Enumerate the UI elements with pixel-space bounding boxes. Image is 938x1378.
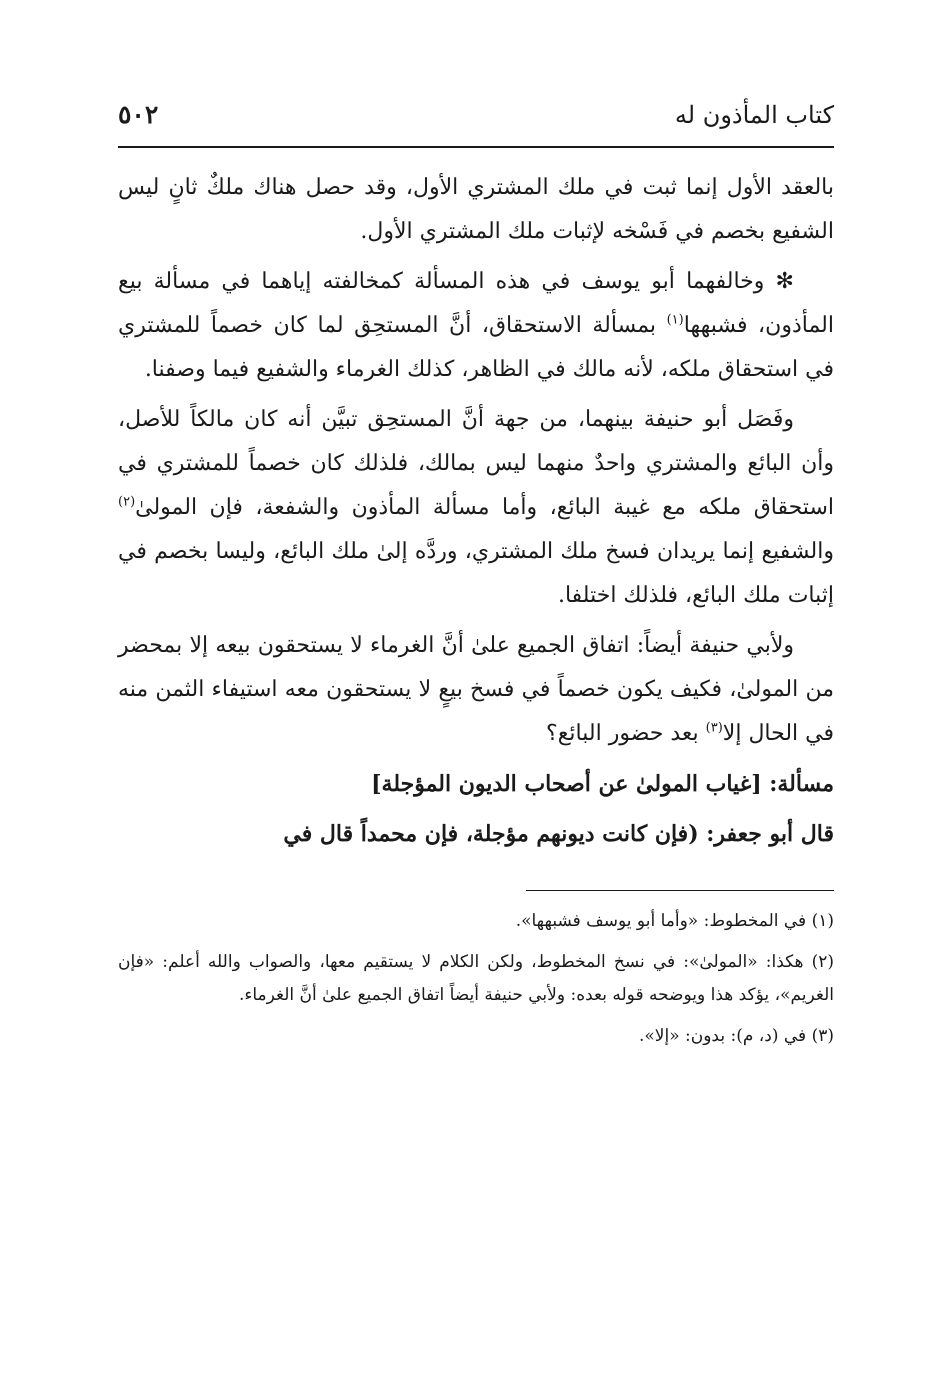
paragraph-3-part-a: وفَصَل أبو حنيفة بينهما، من جهة أنَّ المستحِق تبيَّن أنه كان مالكاً للأصل، وأن البائع والمشتري واحدٌ منهما ليس بمالك، فلذلك كان خصماً للمشتري في استحقاق ملكه مع غيبة البائع، وأما مسألة المأذون والشفعة، فإن المولىٰ <box>118 407 834 520</box>
footnotes <box>118 905 834 1053</box>
book-title: كتاب المأذون له <box>674 101 834 129</box>
paragraph-4-part-b: بعد حضور البائع؟ <box>546 721 706 746</box>
main-text <box>118 166 834 856</box>
paragraph-4 <box>118 624 834 756</box>
footnote-marker-1[interactable]: (١) <box>666 312 684 328</box>
book-page <box>118 100 834 1061</box>
paragraph-3 <box>118 398 834 618</box>
footnote-1: (١) في المخطوط: «وأما أبو يوسف فشبهها». <box>515 911 834 931</box>
footnote-2: (٢) هكذا: «المولىٰ»: في نسخ المخطوط، ولكن الكلام لا يستقيم معها، والصواب والله أعلم: «فإن الغريم»، يؤكد هذا ويوضحه قوله بعده: ولأبي حنيفة أيضاً اتفاق الجميع علىٰ أنَّ الغرماء. <box>118 952 834 1005</box>
paragraph-2 <box>118 260 834 392</box>
paragraph-2-part-b: بمسألة الاستحقاق، أنَّ المستحِق لما كان خصماً للمشتري في استحقاق ملكه، لأنه مالك في الظاهر، كذلك الغرماء والشفيع فيما وصفنا. <box>118 313 834 382</box>
section-heading: مسألة: [غياب المولىٰ عن أصحاب الديون المؤجلة] <box>371 771 834 797</box>
footnote-separator <box>526 890 834 891</box>
running-header <box>118 100 834 148</box>
paragraph-2-part-a: ✻ وخالفهما أبو يوسف في هذه المسألة كمخالفته إياهما في مسألة بيع المأذون، فشبهها <box>118 269 834 338</box>
paragraph-3-part-b: والشفيع إنما يريدان فسخ ملك المشتري، وردَّه إلىٰ ملك البائع، وليسا بخصم في إثبات ملك البائع، فلذلك اختلفا. <box>118 539 834 608</box>
paragraph-4-part-a: ولأبي حنيفة أيضاً: اتفاق الجميع علىٰ أنَّ الغرماء لا يستحقون بيعه إلا بمحضر من المولىٰ، فكيف يكون خصماً في فسخ بيعٍ لا يستحقون معه استيفاء الثمن منه في الحال إلا <box>118 633 834 746</box>
paragraph-1: بالعقد الأول إنما ثبت في ملك المشتري الأول، وقد حصل هناك ملكٌ ثانٍ ليس الشفيع بخصم في فَسْخه لإثبات ملك المشتري الأول. <box>118 175 834 244</box>
page-number: ٥٠٢ <box>118 100 159 129</box>
paragraph-5: قال أبو جعفر: (فإن كانت ديونهم مؤجلة، فإن محمداً قال في <box>283 821 834 847</box>
footnote-3: (٣) في (د، م): بدون: «إلا». <box>638 1026 834 1046</box>
footnote-marker-2[interactable]: (٢) <box>118 494 136 510</box>
footnote-marker-3[interactable]: (٣) <box>705 720 723 736</box>
